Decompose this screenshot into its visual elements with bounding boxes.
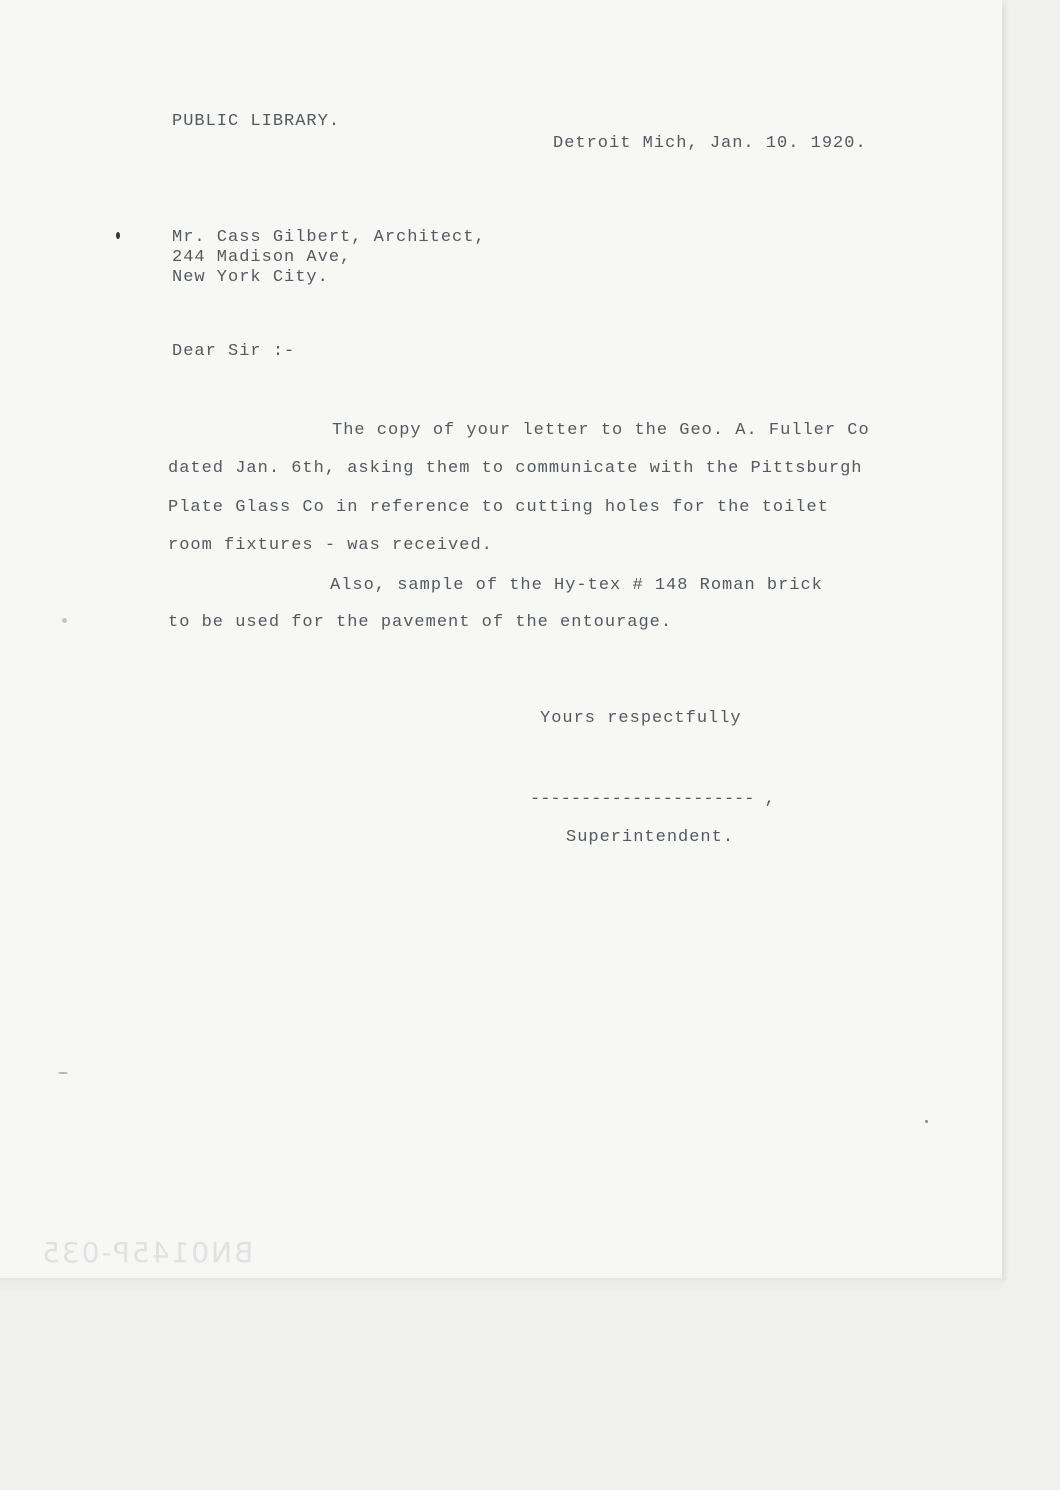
- closing: Yours respectfully: [540, 709, 742, 728]
- body-line: to be used for the pavement of the entourage.: [168, 613, 673, 632]
- paper-mark: [58, 1072, 68, 1074]
- body-line: The copy of your letter to the Geo. A. Fuller Co: [332, 421, 870, 440]
- recipient-name: Mr. Cass Gilbert, Architect,: [172, 228, 486, 247]
- letterhead: PUBLIC LIBRARY.: [172, 112, 341, 131]
- paper-mark: [62, 618, 67, 623]
- signature-line: ---------------------- ,: [530, 790, 775, 809]
- salutation: Dear Sir :-: [172, 342, 296, 361]
- bleed-through-stamp: BN0145P-035: [40, 1236, 254, 1269]
- recipient-street: 244 Madison Ave,: [172, 248, 352, 267]
- paper-mark: [925, 1120, 928, 1123]
- body-line: dated Jan. 6th, asking them to communicate with the Pittsburgh: [168, 459, 863, 478]
- body-line: room fixtures - was received.: [168, 536, 493, 555]
- ink-speck: [116, 232, 120, 239]
- signature-title: Superintendent.: [566, 828, 735, 847]
- body-line: Plate Glass Co in reference to cutting holes for the toilet: [168, 498, 829, 517]
- page-edge-shadow: [0, 1278, 1002, 1292]
- body-line: Also, sample of the Hy-tex # 148 Roman brick: [330, 576, 823, 595]
- recipient-city: New York City.: [172, 268, 329, 287]
- dateline: Detroit Mich, Jan. 10. 1920.: [553, 134, 867, 153]
